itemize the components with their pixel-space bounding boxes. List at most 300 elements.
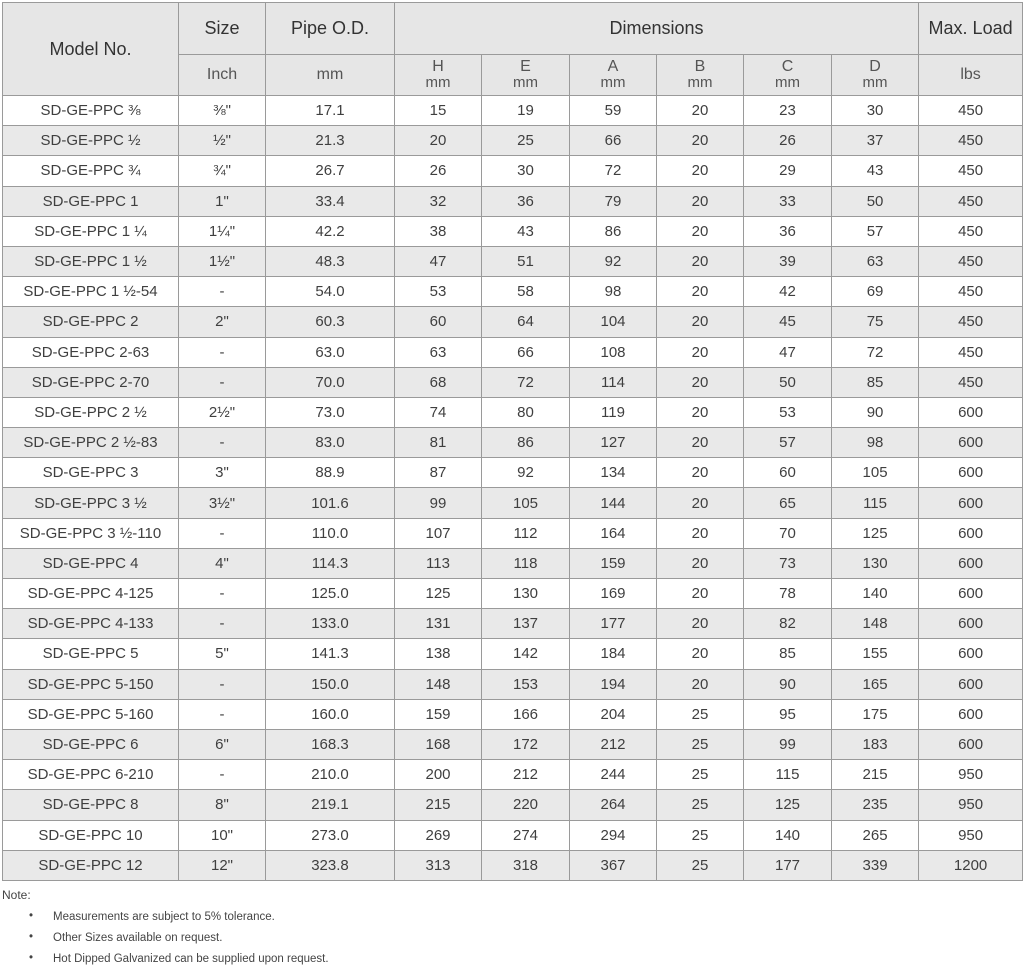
dim-a-cell: 66 [570, 126, 657, 156]
pipe-od-cell: 141.3 [266, 639, 395, 669]
max-load-cell: 450 [919, 367, 1023, 397]
dim-a-cell: 204 [570, 699, 657, 729]
max-load-unit: lbs [919, 55, 1023, 96]
dim-d-cell: 90 [832, 397, 919, 427]
dim-b-cell: 25 [657, 850, 744, 880]
dim-d-cell: 37 [832, 126, 919, 156]
dim-h-cell: 60 [395, 307, 482, 337]
note-item [29, 911, 329, 923]
dim-c-cell: 140 [744, 820, 832, 850]
note-item [29, 932, 329, 944]
dim-b-cell: 20 [657, 548, 744, 578]
pipe-od-cell: 26.7 [266, 156, 395, 186]
dim-letter: E [520, 58, 531, 75]
max-load-cell: 600 [919, 488, 1023, 518]
size-cell: - [179, 277, 266, 307]
dim-a-cell: 108 [570, 337, 657, 367]
dim-unit: mm [425, 74, 451, 91]
max-load-cell: 450 [919, 307, 1023, 337]
dim-d-cell: 85 [832, 367, 919, 397]
pipe-od-cell: 73.0 [266, 397, 395, 427]
dim-letter: B [694, 58, 706, 75]
dim-c-cell: 99 [744, 729, 832, 759]
dim-c-cell: 115 [744, 760, 832, 790]
dim-h-cell: 81 [395, 428, 482, 458]
dim-d-cell: 235 [832, 790, 919, 820]
spec-table [2, 2, 1023, 881]
table-row [3, 156, 1023, 186]
dim-a-cell: 59 [570, 96, 657, 126]
table-row [3, 760, 1023, 790]
dim-a-cell: 98 [570, 277, 657, 307]
dim-header-h [395, 55, 482, 96]
dim-unit: mm [513, 74, 538, 91]
dim-a-cell: 114 [570, 367, 657, 397]
note-text: Other Sizes available on request. [53, 932, 223, 944]
model-cell: SD-GE-PPC 3 ½ [3, 488, 179, 518]
model-cell: SD-GE-PPC 5-150 [3, 669, 179, 699]
dim-h-cell: 38 [395, 216, 482, 246]
dim-e-cell: 130 [482, 579, 570, 609]
pipe-od-cell: 101.6 [266, 488, 395, 518]
dim-c-cell: 50 [744, 367, 832, 397]
dim-e-cell: 51 [482, 246, 570, 276]
bullet-icon: • [29, 952, 34, 964]
table-row [3, 609, 1023, 639]
table-row [3, 639, 1023, 669]
size-cell: - [179, 669, 266, 699]
dim-d-cell: 105 [832, 458, 919, 488]
dim-header-c [744, 55, 832, 96]
table-row [3, 126, 1023, 156]
model-cell: SD-GE-PPC 8 [3, 790, 179, 820]
model-cell: SD-GE-PPC 5 [3, 639, 179, 669]
size-cell: 1" [179, 186, 266, 216]
size-cell: ¾" [179, 156, 266, 186]
dim-b-cell: 20 [657, 307, 744, 337]
pipe-od-cell: 33.4 [266, 186, 395, 216]
dim-h-cell: 87 [395, 458, 482, 488]
max-load-cell: 450 [919, 156, 1023, 186]
dim-d-cell: 75 [832, 307, 919, 337]
header-row-1 [3, 3, 1023, 55]
dim-e-cell: 86 [482, 428, 570, 458]
dim-h-cell: 148 [395, 669, 482, 699]
model-cell: SD-GE-PPC 2 ½-83 [3, 428, 179, 458]
size-cell: - [179, 609, 266, 639]
table-row [3, 669, 1023, 699]
dim-b-cell: 20 [657, 579, 744, 609]
pipe-od-cell: 42.2 [266, 216, 395, 246]
pipe-od-cell: 133.0 [266, 609, 395, 639]
dim-b-cell: 20 [657, 96, 744, 126]
dim-e-cell: 105 [482, 488, 570, 518]
table-row [3, 548, 1023, 578]
dim-b-cell: 20 [657, 277, 744, 307]
dim-e-cell: 166 [482, 699, 570, 729]
dim-a-cell: 169 [570, 579, 657, 609]
dim-h-cell: 131 [395, 609, 482, 639]
dim-c-cell: 125 [744, 790, 832, 820]
dim-e-cell: 80 [482, 397, 570, 427]
dim-d-cell: 50 [832, 186, 919, 216]
dim-header-d [832, 55, 919, 96]
table-row [3, 277, 1023, 307]
note-text: Hot Dipped Galvanized can be supplied upon request. [53, 953, 329, 965]
dim-a-cell: 92 [570, 246, 657, 276]
dim-e-cell: 25 [482, 126, 570, 156]
pipe-od-cell: 219.1 [266, 790, 395, 820]
dim-d-cell: 57 [832, 216, 919, 246]
notes-list [2, 911, 329, 965]
size-cell: - [179, 518, 266, 548]
dim-h-cell: 63 [395, 337, 482, 367]
dim-h-cell: 15 [395, 96, 482, 126]
model-cell: SD-GE-PPC 12 [3, 850, 179, 880]
table-body [3, 96, 1023, 881]
dim-a-cell: 367 [570, 850, 657, 880]
table-row [3, 699, 1023, 729]
pipe-od-header: Pipe O.D. [266, 3, 395, 55]
max-load-cell: 450 [919, 96, 1023, 126]
dim-d-cell: 140 [832, 579, 919, 609]
table-row [3, 186, 1023, 216]
dim-unit: mm [600, 74, 626, 91]
dim-c-cell: 73 [744, 548, 832, 578]
max-load-cell: 600 [919, 609, 1023, 639]
pipe-od-cell: 168.3 [266, 729, 395, 759]
table-row [3, 216, 1023, 246]
dim-b-cell: 20 [657, 367, 744, 397]
dim-a-cell: 159 [570, 548, 657, 578]
size-cell: 6" [179, 729, 266, 759]
size-cell: - [179, 760, 266, 790]
dim-c-cell: 47 [744, 337, 832, 367]
dim-letter: A [607, 58, 619, 75]
dim-a-cell: 294 [570, 820, 657, 850]
size-cell: 4" [179, 548, 266, 578]
dim-a-cell: 212 [570, 729, 657, 759]
model-cell: SD-GE-PPC ¾ [3, 156, 179, 186]
model-cell: SD-GE-PPC 6-210 [3, 760, 179, 790]
dim-b-cell: 25 [657, 699, 744, 729]
max-load-cell: 450 [919, 186, 1023, 216]
dim-unit: mm [775, 74, 800, 91]
dim-e-cell: 72 [482, 367, 570, 397]
dim-h-cell: 215 [395, 790, 482, 820]
pipe-od-cell: 114.3 [266, 548, 395, 578]
size-cell: 5" [179, 639, 266, 669]
model-header: Model No. [3, 3, 179, 96]
dim-b-cell: 20 [657, 639, 744, 669]
table-row [3, 790, 1023, 820]
table-row [3, 458, 1023, 488]
model-cell: SD-GE-PPC 1 ½-54 [3, 277, 179, 307]
pipe-od-cell: 160.0 [266, 699, 395, 729]
dim-unit: mm [687, 74, 713, 91]
max-load-cell: 450 [919, 246, 1023, 276]
dim-c-cell: 29 [744, 156, 832, 186]
dim-e-cell: 318 [482, 850, 570, 880]
dim-b-cell: 20 [657, 337, 744, 367]
dim-e-cell: 64 [482, 307, 570, 337]
pipe-od-cell: 273.0 [266, 820, 395, 850]
pipe-od-cell: 21.3 [266, 126, 395, 156]
dim-c-cell: 42 [744, 277, 832, 307]
dim-e-cell: 30 [482, 156, 570, 186]
max-load-cell: 600 [919, 397, 1023, 427]
model-cell: SD-GE-PPC 3 ½-110 [3, 518, 179, 548]
max-load-cell: 600 [919, 639, 1023, 669]
dim-h-cell: 53 [395, 277, 482, 307]
size-cell: 1¼" [179, 216, 266, 246]
size-cell: 3" [179, 458, 266, 488]
table-row [3, 337, 1023, 367]
dim-e-cell: 66 [482, 337, 570, 367]
max-load-cell: 600 [919, 518, 1023, 548]
dim-b-cell: 25 [657, 820, 744, 850]
size-unit: Inch [179, 55, 266, 96]
model-cell: SD-GE-PPC 4 [3, 548, 179, 578]
dim-e-cell: 153 [482, 669, 570, 699]
size-cell: - [179, 367, 266, 397]
max-load-cell: 1200 [919, 850, 1023, 880]
model-cell: SD-GE-PPC 2-70 [3, 367, 179, 397]
dim-a-cell: 134 [570, 458, 657, 488]
model-cell: SD-GE-PPC 3 [3, 458, 179, 488]
max-load-cell: 450 [919, 216, 1023, 246]
dim-b-cell: 25 [657, 790, 744, 820]
dim-a-cell: 104 [570, 307, 657, 337]
dim-h-cell: 68 [395, 367, 482, 397]
dim-letter: C [781, 58, 794, 75]
pipe-od-cell: 17.1 [266, 96, 395, 126]
model-cell: SD-GE-PPC 4-125 [3, 579, 179, 609]
bullet-icon: • [29, 931, 34, 943]
dim-h-cell: 26 [395, 156, 482, 186]
dim-a-cell: 164 [570, 518, 657, 548]
dim-d-cell: 30 [832, 96, 919, 126]
dim-d-cell: 155 [832, 639, 919, 669]
dim-e-cell: 118 [482, 548, 570, 578]
model-cell: SD-GE-PPC 2-63 [3, 337, 179, 367]
dim-b-cell: 25 [657, 760, 744, 790]
size-cell: ⅜" [179, 96, 266, 126]
max-load-cell: 950 [919, 760, 1023, 790]
model-cell: SD-GE-PPC ⅜ [3, 96, 179, 126]
size-header: Size [179, 3, 266, 55]
max-load-cell: 600 [919, 699, 1023, 729]
pipe-od-cell: 110.0 [266, 518, 395, 548]
table-row [3, 820, 1023, 850]
table-row [3, 96, 1023, 126]
dim-header-b [657, 55, 744, 96]
dim-d-cell: 165 [832, 669, 919, 699]
dim-h-cell: 200 [395, 760, 482, 790]
dim-c-cell: 53 [744, 397, 832, 427]
model-cell: SD-GE-PPC ½ [3, 126, 179, 156]
dim-d-cell: 115 [832, 488, 919, 518]
dim-e-cell: 274 [482, 820, 570, 850]
size-cell: - [179, 337, 266, 367]
dim-h-cell: 269 [395, 820, 482, 850]
dim-b-cell: 20 [657, 609, 744, 639]
dim-c-cell: 78 [744, 579, 832, 609]
dim-d-cell: 125 [832, 518, 919, 548]
dim-unit: mm [862, 74, 888, 91]
dim-e-cell: 58 [482, 277, 570, 307]
dim-b-cell: 20 [657, 428, 744, 458]
dim-h-cell: 47 [395, 246, 482, 276]
model-cell: SD-GE-PPC 4-133 [3, 609, 179, 639]
dim-a-cell: 144 [570, 488, 657, 518]
dim-b-cell: 20 [657, 518, 744, 548]
dim-a-cell: 119 [570, 397, 657, 427]
dim-b-cell: 20 [657, 488, 744, 518]
model-cell: SD-GE-PPC 10 [3, 820, 179, 850]
dim-h-cell: 74 [395, 397, 482, 427]
dim-header-e [482, 55, 570, 96]
dim-c-cell: 85 [744, 639, 832, 669]
size-cell: 1½" [179, 246, 266, 276]
dim-h-cell: 125 [395, 579, 482, 609]
size-cell: - [179, 579, 266, 609]
table-row [3, 518, 1023, 548]
max-load-cell: 600 [919, 669, 1023, 699]
dim-letter: D [869, 58, 881, 75]
dim-h-cell: 107 [395, 518, 482, 548]
dim-a-cell: 127 [570, 428, 657, 458]
dim-c-cell: 23 [744, 96, 832, 126]
dim-e-cell: 220 [482, 790, 570, 820]
dim-h-cell: 138 [395, 639, 482, 669]
dim-b-cell: 20 [657, 458, 744, 488]
pipe-od-cell: 54.0 [266, 277, 395, 307]
dim-d-cell: 72 [832, 337, 919, 367]
pipe-od-cell: 83.0 [266, 428, 395, 458]
dim-h-cell: 159 [395, 699, 482, 729]
size-cell: 2" [179, 307, 266, 337]
model-cell: SD-GE-PPC 2 [3, 307, 179, 337]
pipe-od-cell: 323.8 [266, 850, 395, 880]
table-row [3, 307, 1023, 337]
dim-b-cell: 20 [657, 246, 744, 276]
dim-e-cell: 172 [482, 729, 570, 759]
pipe-od-cell: 125.0 [266, 579, 395, 609]
size-cell: 3½" [179, 488, 266, 518]
dim-c-cell: 70 [744, 518, 832, 548]
table-row [3, 850, 1023, 880]
dimensions-header: Dimensions [395, 3, 919, 55]
dim-h-cell: 20 [395, 126, 482, 156]
dim-b-cell: 20 [657, 397, 744, 427]
dim-d-cell: 63 [832, 246, 919, 276]
dim-h-cell: 32 [395, 186, 482, 216]
size-cell: - [179, 699, 266, 729]
model-cell: SD-GE-PPC 5-160 [3, 699, 179, 729]
table-row [3, 428, 1023, 458]
dim-a-cell: 177 [570, 609, 657, 639]
dim-a-cell: 264 [570, 790, 657, 820]
max-load-cell: 600 [919, 548, 1023, 578]
dim-b-cell: 20 [657, 669, 744, 699]
model-cell: SD-GE-PPC 1 ¼ [3, 216, 179, 246]
note-item [29, 953, 329, 965]
bullet-icon: • [29, 910, 34, 922]
dim-e-cell: 137 [482, 609, 570, 639]
dim-c-cell: 45 [744, 307, 832, 337]
dim-h-cell: 168 [395, 729, 482, 759]
pipe-od-cell: 48.3 [266, 246, 395, 276]
max-load-cell: 600 [919, 729, 1023, 759]
max-load-cell: 450 [919, 126, 1023, 156]
dim-c-cell: 36 [744, 216, 832, 246]
dim-b-cell: 20 [657, 186, 744, 216]
dim-a-cell: 86 [570, 216, 657, 246]
pipe-od-cell: 60.3 [266, 307, 395, 337]
table-row [3, 579, 1023, 609]
model-cell: SD-GE-PPC 6 [3, 729, 179, 759]
size-cell: 2½" [179, 397, 266, 427]
dim-b-cell: 25 [657, 729, 744, 759]
dim-a-cell: 79 [570, 186, 657, 216]
model-cell: SD-GE-PPC 1 [3, 186, 179, 216]
size-cell: 12" [179, 850, 266, 880]
pipe-od-cell: 150.0 [266, 669, 395, 699]
size-cell: ½" [179, 126, 266, 156]
dim-d-cell: 175 [832, 699, 919, 729]
pipe-od-cell: 210.0 [266, 760, 395, 790]
max-load-cell: 950 [919, 790, 1023, 820]
dim-d-cell: 98 [832, 428, 919, 458]
max-load-cell: 950 [919, 820, 1023, 850]
dim-h-cell: 99 [395, 488, 482, 518]
dim-c-cell: 65 [744, 488, 832, 518]
dim-c-cell: 95 [744, 699, 832, 729]
size-cell: 8" [179, 790, 266, 820]
dim-d-cell: 43 [832, 156, 919, 186]
dim-d-cell: 69 [832, 277, 919, 307]
dim-c-cell: 177 [744, 850, 832, 880]
dim-c-cell: 33 [744, 186, 832, 216]
note-text: Measurements are subject to 5% tolerance. [53, 911, 275, 923]
dim-b-cell: 20 [657, 216, 744, 246]
pipe-od-cell: 63.0 [266, 337, 395, 367]
dim-h-cell: 313 [395, 850, 482, 880]
table-row [3, 246, 1023, 276]
table-row [3, 367, 1023, 397]
dim-c-cell: 26 [744, 126, 832, 156]
dim-c-cell: 57 [744, 428, 832, 458]
dim-d-cell: 183 [832, 729, 919, 759]
pipe-od-unit: mm [266, 55, 395, 96]
dim-c-cell: 60 [744, 458, 832, 488]
max-load-cell: 600 [919, 428, 1023, 458]
notes-section [2, 888, 329, 974]
dim-d-cell: 339 [832, 850, 919, 880]
dim-header-a [570, 55, 657, 96]
dim-e-cell: 112 [482, 518, 570, 548]
dim-c-cell: 82 [744, 609, 832, 639]
table-row [3, 397, 1023, 427]
dim-e-cell: 43 [482, 216, 570, 246]
dim-letter: H [432, 58, 444, 75]
pipe-od-cell: 70.0 [266, 367, 395, 397]
dim-h-cell: 113 [395, 548, 482, 578]
dim-a-cell: 72 [570, 156, 657, 186]
max-load-cell: 600 [919, 579, 1023, 609]
pipe-od-cell: 88.9 [266, 458, 395, 488]
